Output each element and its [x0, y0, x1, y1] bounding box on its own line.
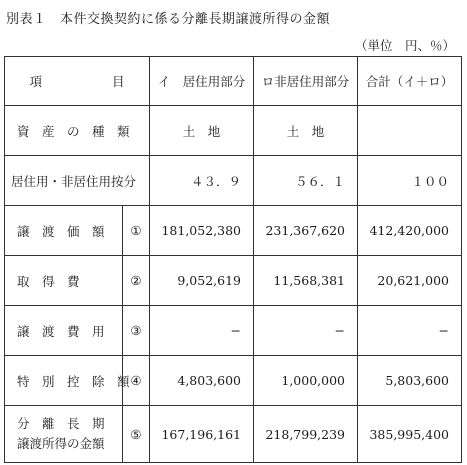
- cell-non-residential: ５６．１: [254, 156, 358, 206]
- cell-non-residential: 218,799,239: [254, 406, 358, 463]
- row-label: 特 別 控 除 額: [5, 356, 123, 406]
- row-label: 譲 渡 価 額: [5, 206, 123, 256]
- cell-total: 5,803,600: [358, 356, 462, 406]
- row-number: ④: [123, 356, 150, 406]
- row-label: 居住用・非居住用按分: [5, 156, 150, 206]
- cell-non-residential: 231,367,620: [254, 206, 358, 256]
- row-label: 譲 渡 費 用: [5, 306, 123, 356]
- cell-residential: 181,052,380: [150, 206, 254, 256]
- cell-residential: −: [150, 306, 254, 356]
- cell-non-residential: 1,000,000: [254, 356, 358, 406]
- row-label-line2: 譲渡所得の金額: [17, 436, 105, 451]
- row-label: [5, 406, 123, 463]
- row-number: ⑤: [123, 406, 150, 463]
- header-non-residential: ロ非居住用部分: [254, 57, 358, 106]
- row-label: 取 得 費: [5, 256, 123, 306]
- cell-total: １００: [358, 156, 462, 206]
- table-row: [5, 406, 462, 463]
- table-row: [5, 106, 462, 156]
- cell-residential: 土 地: [150, 106, 254, 156]
- row-number: ①: [123, 206, 150, 256]
- cell-total: 385,995,400: [358, 406, 462, 463]
- cell-non-residential: 11,568,381: [254, 256, 358, 306]
- row-label: 資 産 の 種 類: [5, 106, 150, 156]
- header-item-b: 目: [111, 74, 125, 89]
- cell-residential: 9,052,619: [150, 256, 254, 306]
- row-number: ③: [123, 306, 150, 356]
- header-residential: イ 居住用部分: [150, 57, 254, 106]
- row-number: ②: [123, 256, 150, 306]
- cell-residential: ４３．９: [150, 156, 254, 206]
- cell-residential: 4,803,600: [150, 356, 254, 406]
- table-row: [5, 156, 462, 206]
- cell-total: [358, 106, 462, 156]
- header-item-a: 項: [29, 74, 43, 89]
- table-row: [5, 306, 462, 356]
- header-row: [5, 57, 462, 106]
- cell-non-residential: 土 地: [254, 106, 358, 156]
- cell-non-residential: −: [254, 306, 358, 356]
- table-row: [5, 206, 462, 256]
- unit-note: （単位 円、％）: [354, 38, 455, 53]
- cell-total: 20,621,000: [358, 256, 462, 306]
- cell-residential: 167,196,161: [150, 406, 254, 463]
- header-total: 合計（イ＋ロ）: [358, 57, 462, 106]
- table-row: [5, 256, 462, 306]
- header-item: [5, 57, 150, 106]
- table-row: [5, 356, 462, 406]
- cell-total: −: [358, 306, 462, 356]
- document-title: 別表１ 本件交換契約に係る分離長期譲渡所得の金額: [6, 12, 331, 27]
- transfer-income-table: [4, 56, 462, 463]
- cell-total: 412,420,000: [358, 206, 462, 256]
- row-label-line1: 分 離 長 期: [17, 416, 105, 431]
